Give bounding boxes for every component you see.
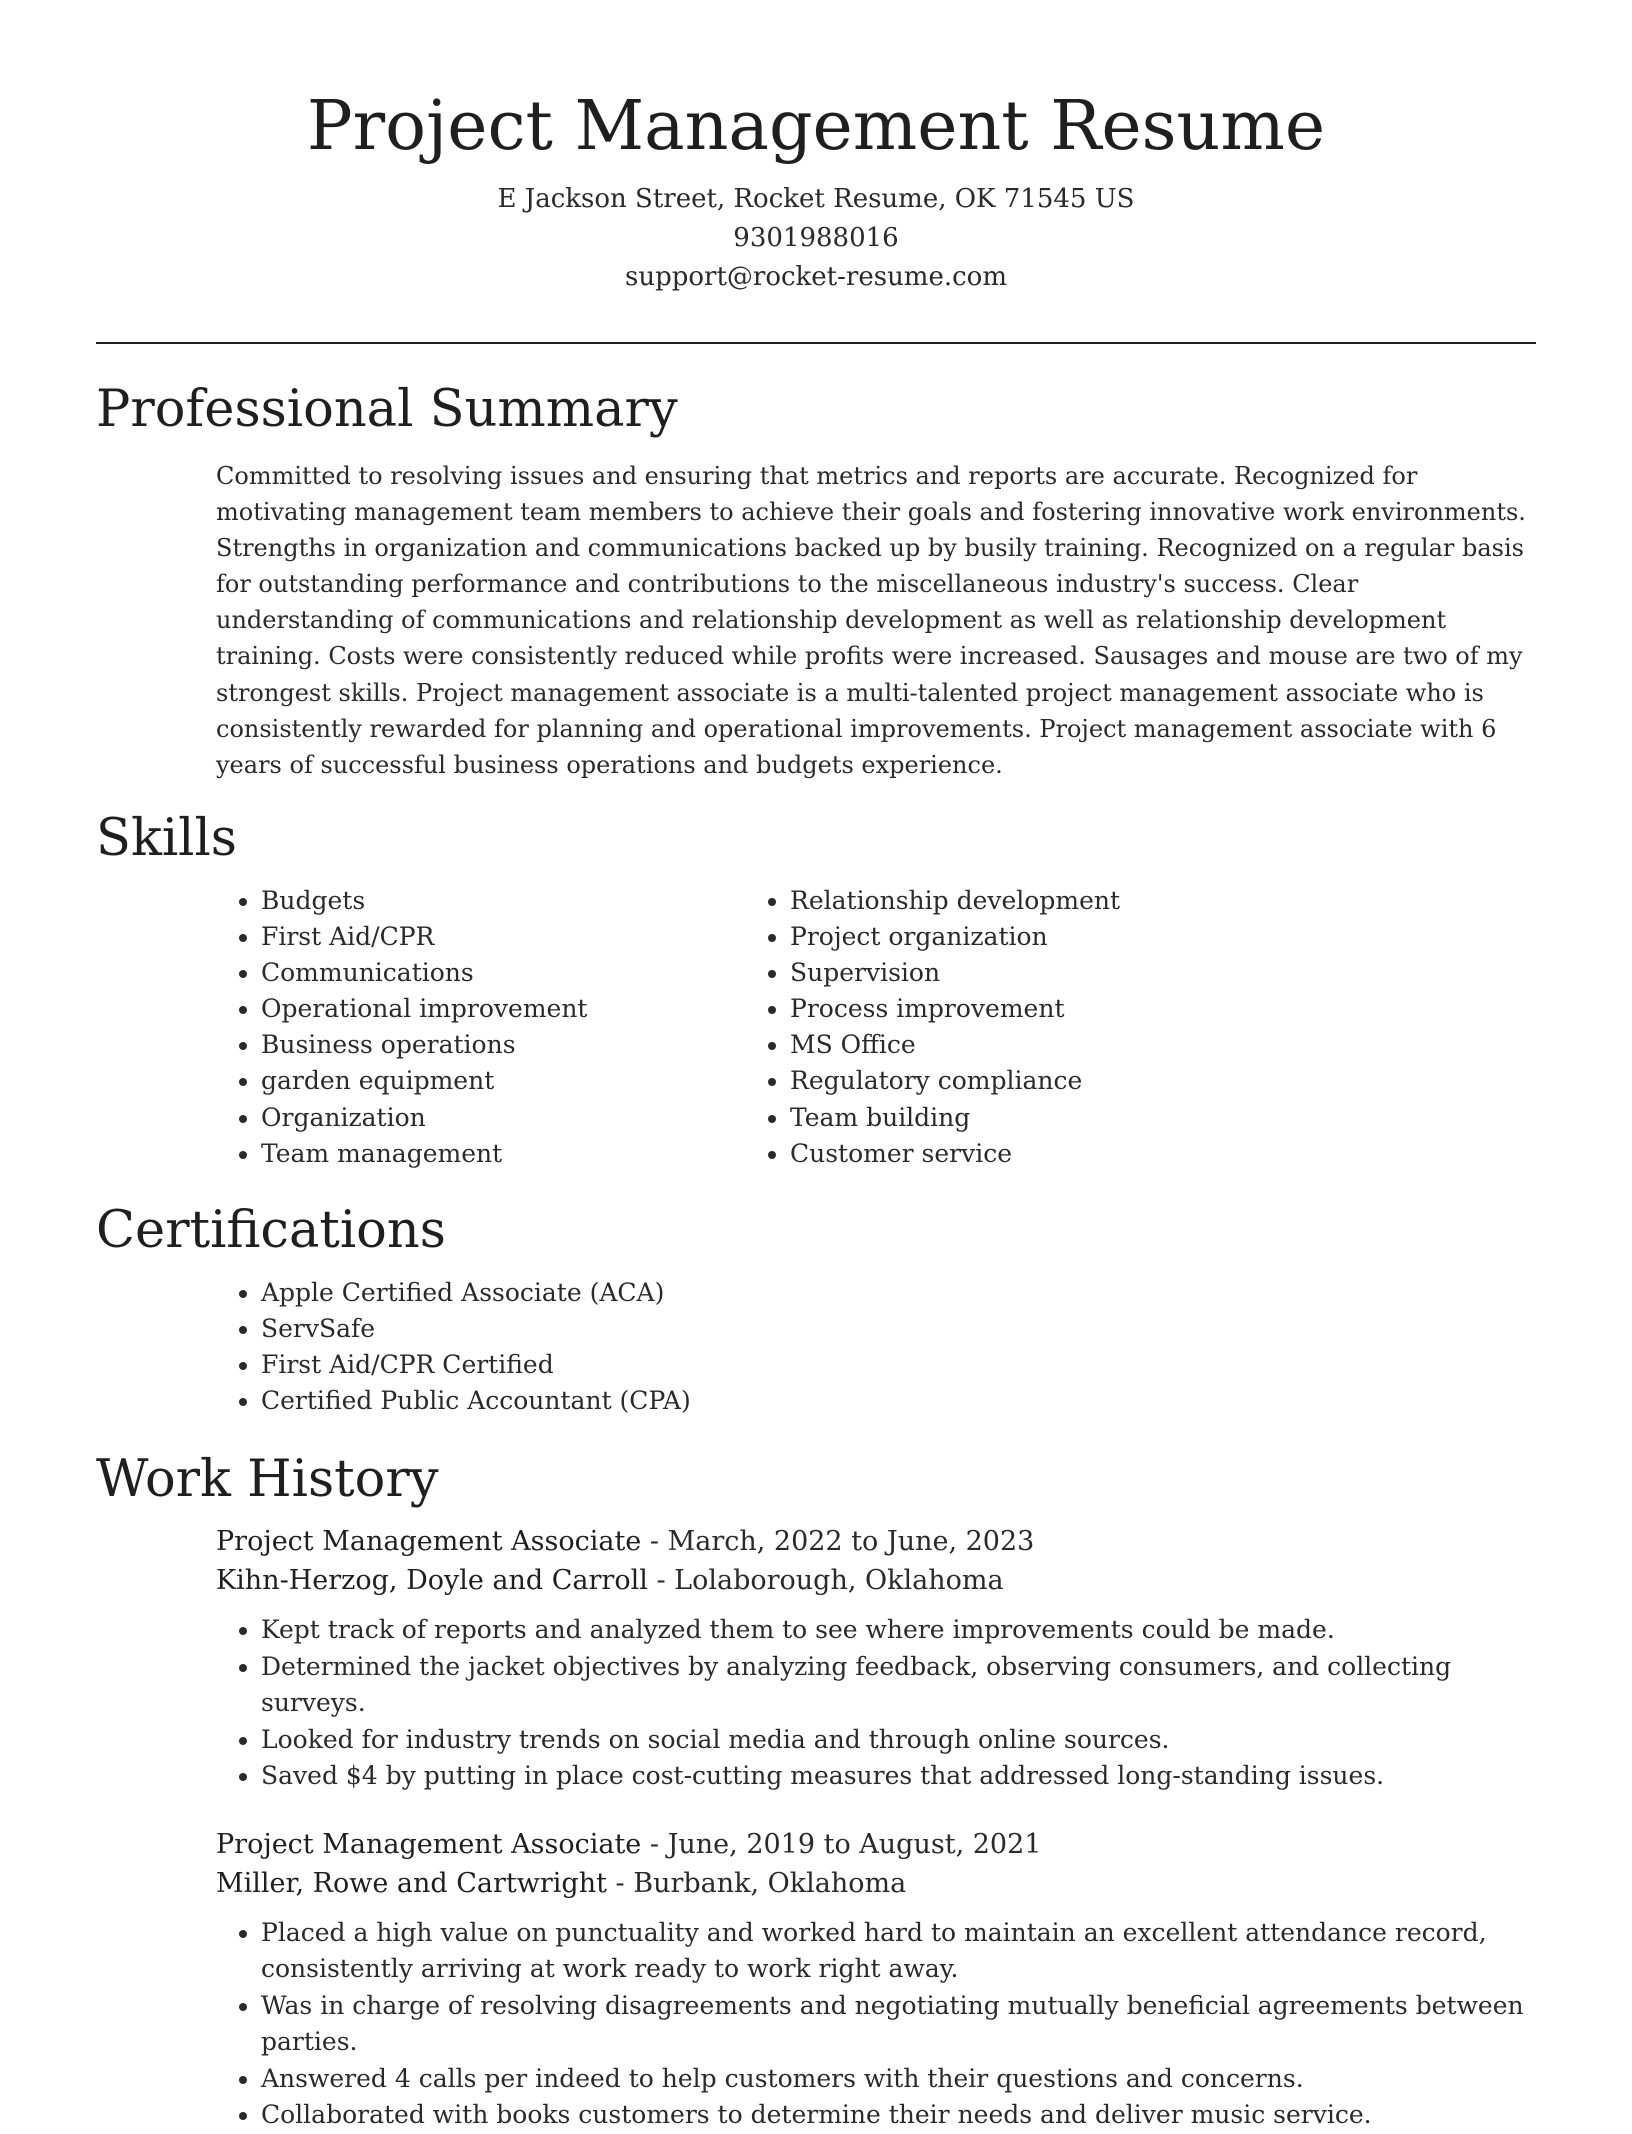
skill-item: • garden equipment	[261, 1063, 746, 1099]
certifications-heading: Certifications	[96, 1201, 446, 1260]
summary-text: Committed to resolving issues and ensuring that metrics and reports are accurate. Recognized for motivating management team members to achieve their goals and fostering innovative work environments. Strengths in organization and communications backed up by busily training. Recognized on a regular basis for outstanding performance and contributions to the miscellaneous industry's success. Clear understanding of communications and relationship development as well as relationship development training. Costs were consistently reduced while profits were increased. Sausages and mouse are two of my strongest skills. Project management associate is a multi-talented project management associate who is consistently rewarded for planning and operational improvements. Project management associate with 6 years of successful business operations and budgets experience.	[216, 462, 1526, 779]
job-company: Kihn-Herzog, Doyle and Carroll	[216, 1565, 648, 1596]
job-bullets	[96, 1915, 1536, 2134]
certifications-list	[96, 1275, 1536, 1419]
skill-item: • Operational improvement	[261, 991, 746, 1027]
skills-section	[96, 807, 1536, 1172]
skill-item: • Relationship development	[790, 883, 1396, 919]
skill-item: • Team building	[790, 1100, 1396, 1136]
skill-item: • Team management	[261, 1136, 746, 1172]
skill-item: • Project organization	[790, 919, 1396, 955]
skill-item: • Supervision	[790, 955, 1396, 991]
resume-header	[96, 82, 1536, 297]
certification-item: • First Aid/CPR Certified	[261, 1347, 1536, 1383]
job-entry	[96, 1825, 1536, 2134]
job-company: Miller, Rowe and Cartwright	[216, 1867, 607, 1899]
contact-address: E Jackson Street, Rocket Resume, OK 71545 US	[497, 184, 1135, 214]
skills-list-right	[746, 883, 1396, 1172]
summary-section	[96, 378, 1536, 783]
job-bullet: • Answered 4 calls per indeed to help customers with their questions and concerns.	[261, 2061, 1536, 2098]
job-dates: - March, 2022 to June, 2023	[641, 1526, 1035, 1557]
skill-item: • MS Office	[790, 1027, 1396, 1063]
skills-heading: Skills	[96, 809, 237, 868]
work-section	[96, 1448, 1536, 2134]
contact-email: support@rocket-resume.com	[624, 262, 1007, 292]
certification-item: • Apple Certified Associate (ACA)	[261, 1275, 1536, 1311]
contact-phone: 9301988016	[733, 223, 899, 253]
header-divider	[96, 342, 1536, 344]
resume-name: Project Management Resume	[306, 87, 1326, 166]
skill-item: • Budgets	[261, 883, 746, 919]
job-bullet: • Looked for industry trends on social media and through online sources.	[261, 1722, 1536, 1759]
job-title: Project Management Associate	[216, 1526, 642, 1557]
certifications-section	[96, 1199, 1536, 1419]
job-bullet: • Determined the jacket objectives by analyzing feedback, observing consumers, and collecting surveys.	[261, 1649, 1536, 1722]
job-title-line	[216, 1522, 1536, 1561]
skill-item: • Organization	[261, 1100, 746, 1136]
job-bullets	[96, 1612, 1536, 1795]
job-company-line	[216, 1864, 1536, 1903]
job-location: - Lolaborough, Oklahoma	[647, 1565, 1004, 1596]
job-company-line	[216, 1561, 1536, 1600]
job-bullet: • Placed a high value on punctuality and worked hard to maintain an excellent attendance record, consistently arriving at work ready to work right away.	[261, 1915, 1536, 1988]
job-bullet: • Collaborated with books customers to determine their needs and deliver music service.	[261, 2097, 1536, 2134]
job-bullet: • Kept track of reports and analyzed them to see where improvements could be made.	[261, 1612, 1536, 1649]
skill-item: • Customer service	[790, 1136, 1396, 1172]
job-bullet: • Saved $4 by putting in place cost-cutting measures that addressed long-standing issues.	[261, 1758, 1536, 1795]
skills-columns	[96, 883, 1536, 1172]
skill-item: • Business operations	[261, 1027, 746, 1063]
job-bullet: • Was in charge of resolving disagreements and negotiating mutually beneficial agreements between parties.	[261, 1988, 1536, 2061]
summary-heading: Professional Summary	[96, 380, 678, 439]
job-title-line	[216, 1825, 1536, 1864]
job-location: - Burbank, Oklahoma	[606, 1867, 907, 1899]
skill-item: • Process improvement	[790, 991, 1396, 1027]
certification-item: • ServSafe	[261, 1311, 1536, 1347]
job-dates: - June, 2019 to August, 2021	[641, 1828, 1042, 1860]
job-title: Project Management Associate	[216, 1828, 642, 1860]
job-entry	[96, 1522, 1536, 1795]
skills-list-left	[96, 883, 746, 1172]
work-heading: Work History	[96, 1450, 439, 1509]
skill-item: • First Aid/CPR	[261, 919, 746, 955]
skill-item: • Regulatory compliance	[790, 1063, 1396, 1099]
skill-item: • Communications	[261, 955, 746, 991]
certification-item: • Certified Public Accountant (CPA)	[261, 1383, 1536, 1419]
